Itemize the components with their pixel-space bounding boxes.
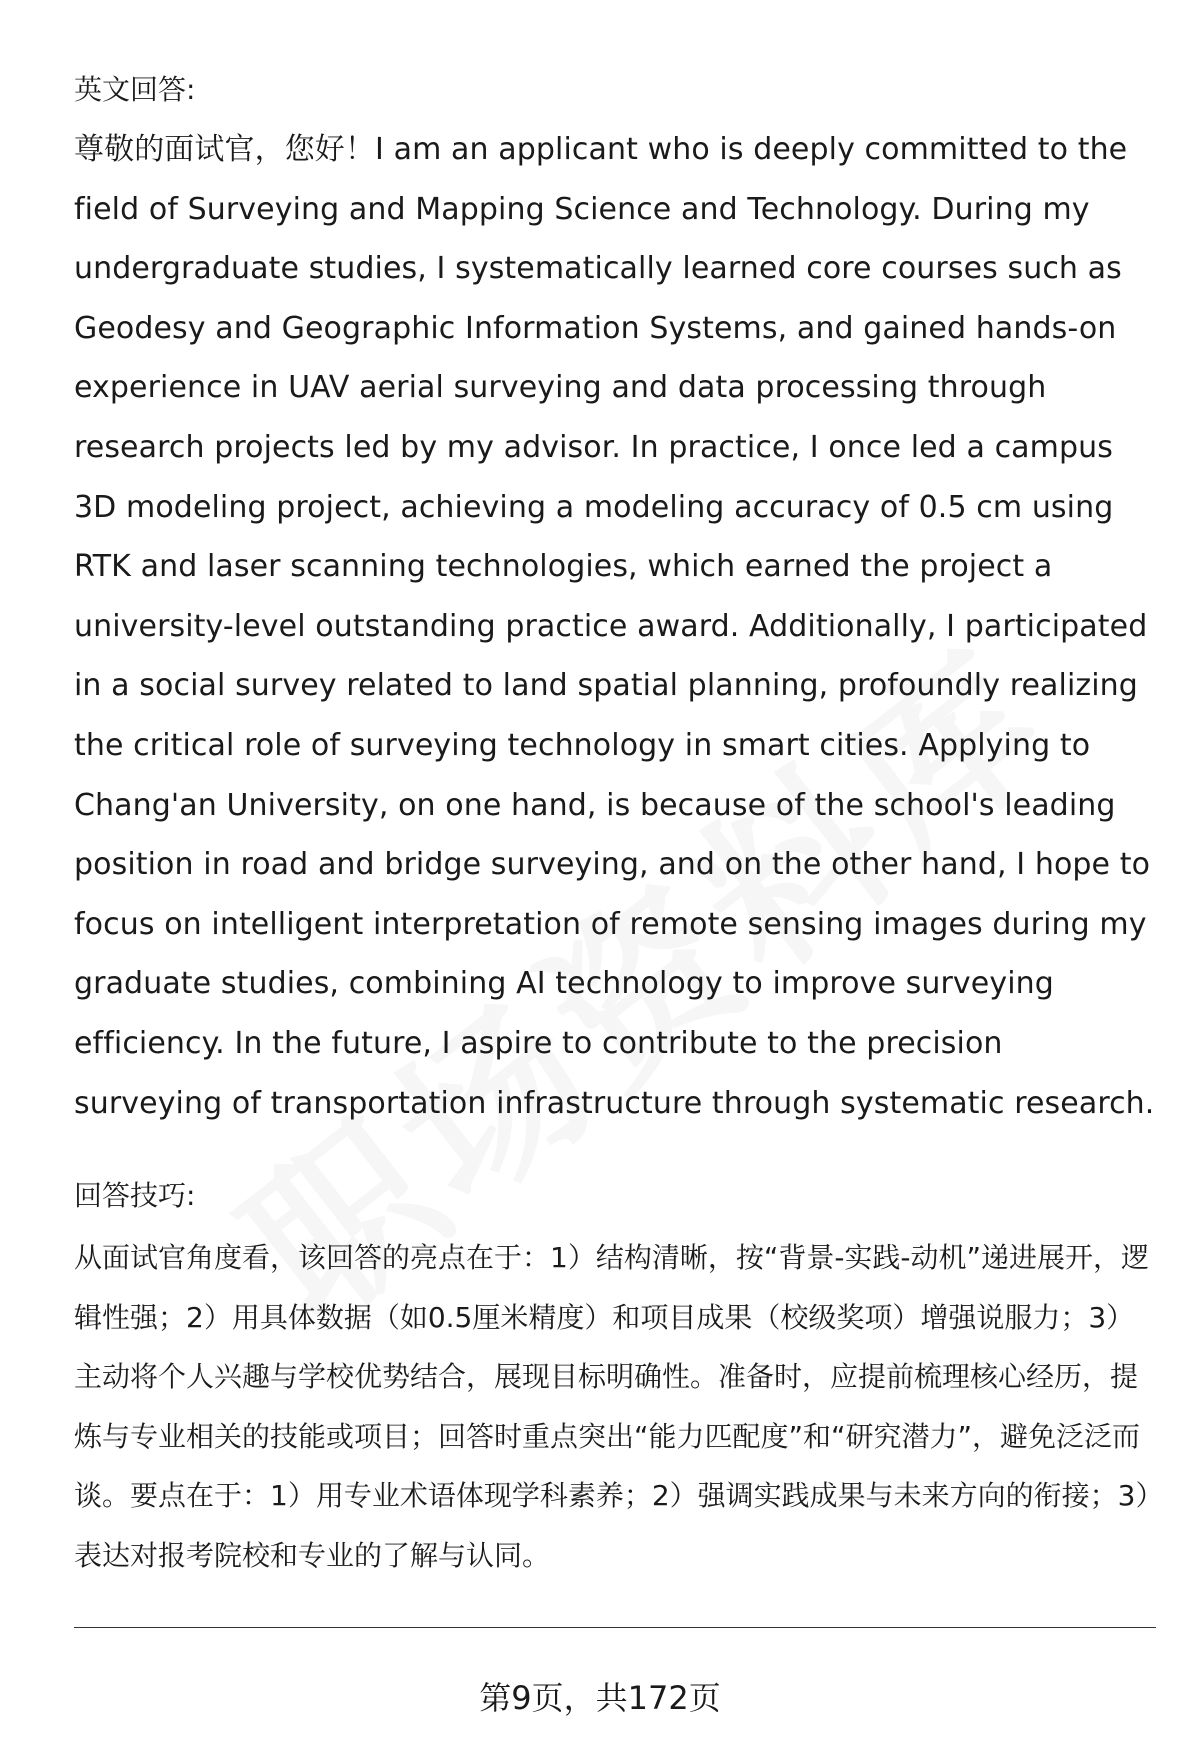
english-answer-heading: 英文回答: xyxy=(74,73,196,106)
answer-tips-heading: 回答技巧: xyxy=(74,1179,196,1212)
footer-divider xyxy=(74,1627,1156,1628)
answer-tips-body: 从面试官角度看，该回答的亮点在于：1）结构清晰，按“背景-实践-动机”递进展开，逻辑性强；2）用具体数据（如0.5厘米精度）和项目成果（校级奖项）增强说服力；3）主动将个人兴趣与学校优势结合，展现目标明确性。准备时，应提前梳理核心经历，提炼与专业相关的技能或项目；回答时重点突出“能力匹配度”和“研究潜力”，避免泛泛而谈。要点在于：1）用专业术语体现学科素养；2）强调实践成果与未来方向的衔接；3）表达对报考院校和专业的了解与认同。 xyxy=(74,1241,1150,1572)
page-number: 第9页，共172页 xyxy=(479,1679,721,1717)
english-answer-body: 尊敬的面试官，您好！I am an applicant who is deeply committed to the field of Surveying and Mapping Science and Technology. During my undergraduate studies, I systematically learned core courses such as Geodesy and Geographic Information Systems, and gained hands-on experience in UAV aerial surveying and data processing through research projects led by my advisor. In practice, I once led a campus 3D modeling project, achieving a modeling accuracy of 0.5 cm using RTK and laser scanning technologies, which earned the project a university-level outstanding practice award. Additionally, I participated in a social survey related to land spatial planning, profoundly realizing the critical role of surveying technology in smart cities. Applying to Chang'an University, on one hand, is because of the school's leading position in road and bridge surveying, and on the other hand, I hope to focus on intelligent interpretation of remote sensing images during my graduate studies, combining AI technology to improve surveying efficiency. In the future, I aspire to contribute to the precision surveying of transportation infrastructure through systematic research. xyxy=(74,132,1155,1121)
